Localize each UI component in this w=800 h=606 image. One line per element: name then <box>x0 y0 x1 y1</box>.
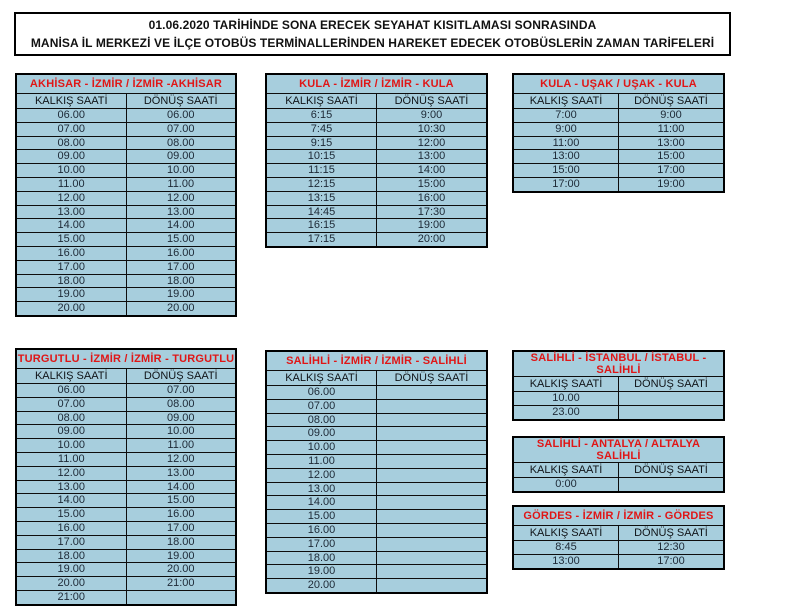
return-column-header: DÖNÜŞ SAATİ <box>619 463 725 478</box>
table-row <box>16 205 236 219</box>
return-time-cell <box>377 551 488 565</box>
return-time-cell: 15:00 <box>619 150 725 164</box>
table-row <box>266 523 487 537</box>
return-time-cell: 11.00 <box>126 177 236 191</box>
departure-time-cell: 10.00 <box>16 164 126 178</box>
timetable-turgutlu-izmir <box>15 348 237 606</box>
return-time-cell <box>619 392 725 406</box>
departure-time-cell: 08.00 <box>16 411 126 425</box>
departure-column-header: KALKIŞ SAATİ <box>266 371 377 386</box>
table-title: TURGUTLU - İZMİR / İZMİR - TURGUTLU <box>16 349 236 369</box>
departure-time-cell: 09.00 <box>16 150 126 164</box>
departure-time-cell: 16.00 <box>266 523 377 537</box>
banner-line-1: 01.06.2020 TARİHİNDE SONA ERECEK SEYAHAT KISITLAMASI SONRASINDA <box>148 18 597 32</box>
return-time-cell: 16:00 <box>377 191 488 205</box>
table-row <box>513 177 724 191</box>
table-row <box>266 177 487 191</box>
return-time-cell: 11:00 <box>619 122 725 136</box>
departure-time-cell: 09.00 <box>16 425 126 439</box>
table-row <box>266 468 487 482</box>
departure-time-cell: 16.00 <box>16 521 126 535</box>
table-row <box>16 191 236 205</box>
departure-time-cell: 14.00 <box>16 494 126 508</box>
return-time-cell: 20.00 <box>126 563 236 577</box>
return-column-header: DÖNÜŞ SAATİ <box>619 377 725 392</box>
table-row <box>266 122 487 136</box>
return-time-cell: 12.00 <box>126 191 236 205</box>
return-time-cell: 13.00 <box>126 205 236 219</box>
return-time-cell: 19.00 <box>126 288 236 302</box>
table-row <box>513 405 724 419</box>
return-time-cell: 07.00 <box>126 384 236 398</box>
timetable-kula-izmir <box>265 73 488 248</box>
table-row <box>16 384 236 398</box>
return-time-cell: 14.00 <box>126 480 236 494</box>
departure-column-header: KALKIŞ SAATİ <box>513 94 619 109</box>
table-row <box>16 439 236 453</box>
departure-time-cell: 20.00 <box>16 302 126 316</box>
departure-time-cell: 14.00 <box>16 219 126 233</box>
table-row <box>266 233 487 247</box>
departure-time-cell: 06.00 <box>16 109 126 123</box>
departure-time-cell: 13:00 <box>513 554 619 568</box>
table-row <box>266 399 487 413</box>
table-row <box>16 425 236 439</box>
table-row <box>266 482 487 496</box>
table-row <box>16 563 236 577</box>
return-time-cell: 18.00 <box>126 274 236 288</box>
table-row <box>266 537 487 551</box>
return-time-cell: 06.00 <box>126 109 236 123</box>
return-time-cell: 17:30 <box>377 205 488 219</box>
return-time-cell: 9:00 <box>619 109 725 123</box>
table-row <box>266 150 487 164</box>
table-title: KULA - İZMİR / İZMİR - KULA <box>266 74 487 94</box>
return-time-cell: 12:30 <box>619 541 725 555</box>
table-row <box>513 109 724 123</box>
table-row <box>16 508 236 522</box>
departure-time-cell: 13.00 <box>16 205 126 219</box>
departure-time-cell: 9:15 <box>266 136 377 150</box>
table-row <box>266 427 487 441</box>
return-time-cell <box>377 565 488 579</box>
departure-time-cell: 10:15 <box>266 150 377 164</box>
departure-column-header: KALKIŞ SAATİ <box>16 369 126 384</box>
return-time-cell: 12.00 <box>126 452 236 466</box>
table-row <box>16 521 236 535</box>
departure-time-cell: 9:00 <box>513 122 619 136</box>
table-title: GÖRDES - İZMİR / İZMİR - GÖRDES <box>513 506 724 526</box>
table-row <box>513 392 724 406</box>
return-time-cell <box>377 441 488 455</box>
return-time-cell: 17:00 <box>619 554 725 568</box>
return-time-cell <box>377 510 488 524</box>
return-time-cell: 19:00 <box>377 219 488 233</box>
departure-column-header: KALKIŞ SAATİ <box>513 377 619 392</box>
return-time-cell: 13.00 <box>126 466 236 480</box>
return-time-cell: 10:30 <box>377 122 488 136</box>
departure-time-cell: 09.00 <box>266 427 377 441</box>
timetable-akhisar-izmir <box>15 73 237 317</box>
table-row <box>266 565 487 579</box>
departure-time-cell: 20.00 <box>16 577 126 591</box>
table-row <box>16 535 236 549</box>
departure-column-header: KALKIŞ SAATİ <box>266 94 377 109</box>
departure-time-cell: 18.00 <box>16 549 126 563</box>
return-time-cell: 10.00 <box>126 164 236 178</box>
table-row <box>266 386 487 400</box>
table-row <box>266 454 487 468</box>
departure-time-cell: 10.00 <box>16 439 126 453</box>
table-title: SALİHLİ - İZMİR / İZMİR - SALİHLİ <box>266 351 487 371</box>
departure-time-cell: 13.00 <box>266 482 377 496</box>
table-row <box>16 397 236 411</box>
departure-time-cell: 11.00 <box>266 454 377 468</box>
departure-time-cell: 17:15 <box>266 233 377 247</box>
return-time-cell <box>377 468 488 482</box>
timetable-salihli-antalya <box>512 436 725 493</box>
departure-time-cell: 15.00 <box>16 233 126 247</box>
departure-time-cell: 08.00 <box>16 136 126 150</box>
table-row <box>16 302 236 316</box>
timetable-salihli-istanbul <box>512 350 725 421</box>
return-time-cell: 17.00 <box>126 521 236 535</box>
departure-time-cell: 13.00 <box>16 480 126 494</box>
departure-time-cell: 06.00 <box>16 384 126 398</box>
return-time-cell: 19:00 <box>619 177 725 191</box>
table-row <box>513 164 724 178</box>
table-row <box>16 466 236 480</box>
return-time-cell <box>377 399 488 413</box>
departure-time-cell: 17:00 <box>513 177 619 191</box>
departure-time-cell: 14.00 <box>266 496 377 510</box>
table-row <box>266 164 487 178</box>
departure-time-cell: 14:45 <box>266 205 377 219</box>
return-time-cell: 14.00 <box>126 219 236 233</box>
table-row <box>16 480 236 494</box>
departure-time-cell: 18.00 <box>266 551 377 565</box>
return-time-cell: 9:00 <box>377 109 488 123</box>
table-row <box>16 452 236 466</box>
return-time-cell: 15:00 <box>377 177 488 191</box>
departure-time-cell: 15.00 <box>16 508 126 522</box>
return-time-cell: 12:00 <box>377 136 488 150</box>
return-time-cell <box>377 386 488 400</box>
return-time-cell: 20.00 <box>126 302 236 316</box>
departure-time-cell: 08.00 <box>266 413 377 427</box>
departure-time-cell: 13:00 <box>513 150 619 164</box>
table-row <box>16 577 236 591</box>
table-row <box>16 288 236 302</box>
table-row <box>16 494 236 508</box>
table-row <box>16 246 236 260</box>
departure-time-cell: 7:45 <box>266 122 377 136</box>
departure-time-cell: 10.00 <box>266 441 377 455</box>
table-row <box>266 551 487 565</box>
departure-time-cell: 07.00 <box>266 399 377 413</box>
departure-time-cell: 7:00 <box>513 109 619 123</box>
table-row <box>266 109 487 123</box>
departure-time-cell: 11:00 <box>513 136 619 150</box>
table-row <box>16 150 236 164</box>
return-time-cell: 11.00 <box>126 439 236 453</box>
departure-time-cell: 12.00 <box>266 468 377 482</box>
departure-time-cell: 23.00 <box>513 405 619 419</box>
return-time-cell: 09.00 <box>126 150 236 164</box>
return-time-cell: 14:00 <box>377 164 488 178</box>
return-time-cell: 07.00 <box>126 122 236 136</box>
table-row <box>513 150 724 164</box>
table-row <box>266 205 487 219</box>
departure-column-header: KALKIŞ SAATİ <box>16 94 126 109</box>
return-column-header: DÖNÜŞ SAATİ <box>619 526 725 541</box>
departure-time-cell: 15.00 <box>266 510 377 524</box>
return-time-cell: 17:00 <box>619 164 725 178</box>
return-time-cell: 18.00 <box>126 535 236 549</box>
return-time-cell: 19.00 <box>126 549 236 563</box>
table-row <box>266 136 487 150</box>
departure-column-header: KALKIŞ SAATİ <box>513 526 619 541</box>
table-row <box>513 554 724 568</box>
table-row <box>266 579 487 593</box>
timetable-salihli-izmir <box>265 350 488 594</box>
departure-time-cell: 16:15 <box>266 219 377 233</box>
table-row <box>266 219 487 233</box>
table-row <box>16 549 236 563</box>
timetable-kula-usak <box>512 73 725 193</box>
table-title: KULA - UŞAK / UŞAK - KULA <box>513 74 724 94</box>
departure-time-cell: 07.00 <box>16 397 126 411</box>
departure-time-cell: 8:45 <box>513 541 619 555</box>
table-row <box>266 510 487 524</box>
departure-time-cell: 06.00 <box>266 386 377 400</box>
table-row <box>16 122 236 136</box>
departure-time-cell: 12:15 <box>266 177 377 191</box>
table-row <box>16 411 236 425</box>
return-time-cell: 16.00 <box>126 246 236 260</box>
departure-column-header: KALKIŞ SAATİ <box>513 463 619 478</box>
return-time-cell: 15.00 <box>126 233 236 247</box>
table-row <box>16 260 236 274</box>
departure-time-cell: 11.00 <box>16 452 126 466</box>
table-row <box>16 274 236 288</box>
table-title: SALİHLİ - ANTALYA / ALTALYA SALİHLİ <box>513 437 724 463</box>
timetable-gordes-izmir <box>512 505 725 570</box>
return-time-cell: 13:00 <box>619 136 725 150</box>
table-row <box>266 496 487 510</box>
departure-time-cell: 11:15 <box>266 164 377 178</box>
departure-time-cell: 15:00 <box>513 164 619 178</box>
table-row <box>16 136 236 150</box>
departure-time-cell: 10.00 <box>513 392 619 406</box>
return-time-cell: 15.00 <box>126 494 236 508</box>
departure-time-cell: 07.00 <box>16 122 126 136</box>
return-time-cell <box>619 478 725 492</box>
table-row <box>513 541 724 555</box>
return-time-cell: 17.00 <box>126 260 236 274</box>
departure-time-cell: 17.00 <box>16 535 126 549</box>
return-time-cell <box>377 427 488 441</box>
table-row <box>513 478 724 492</box>
table-row <box>266 441 487 455</box>
departure-time-cell: 18.00 <box>16 274 126 288</box>
banner-line-2: MANİSA İL MERKEZİ VE İLÇE OTOBÜS TERMİNALLERİNDEN HAREKET EDECEK OTOBÜSLERİN ZAMAN TARİFELERİ <box>30 36 715 50</box>
return-time-cell: 21:00 <box>126 577 236 591</box>
return-column-header: DÖNÜŞ SAATİ <box>126 94 236 109</box>
table-row <box>513 122 724 136</box>
departure-time-cell: 12.00 <box>16 191 126 205</box>
departure-time-cell: 19.00 <box>266 565 377 579</box>
table-row <box>16 219 236 233</box>
document-title-banner <box>14 12 731 56</box>
table-row <box>16 177 236 191</box>
return-time-cell <box>377 579 488 593</box>
table-row <box>266 413 487 427</box>
departure-time-cell: 11.00 <box>16 177 126 191</box>
departure-time-cell: 13:15 <box>266 191 377 205</box>
return-time-cell <box>377 496 488 510</box>
return-time-cell <box>377 482 488 496</box>
return-time-cell: 16.00 <box>126 508 236 522</box>
return-time-cell: 10.00 <box>126 425 236 439</box>
departure-time-cell: 21:00 <box>16 590 126 604</box>
return-time-cell <box>377 413 488 427</box>
table-row <box>513 136 724 150</box>
return-time-cell <box>377 523 488 537</box>
departure-time-cell: 17.00 <box>16 260 126 274</box>
departure-time-cell: 17.00 <box>266 537 377 551</box>
return-time-cell: 08.00 <box>126 397 236 411</box>
table-row <box>266 191 487 205</box>
table-row <box>16 590 236 604</box>
return-time-cell <box>377 537 488 551</box>
return-time-cell: 08.00 <box>126 136 236 150</box>
return-time-cell <box>619 405 725 419</box>
return-time-cell: 13:00 <box>377 150 488 164</box>
return-time-cell: 20:00 <box>377 233 488 247</box>
return-column-header: DÖNÜŞ SAATİ <box>126 369 236 384</box>
return-time-cell <box>377 454 488 468</box>
departure-time-cell: 0:00 <box>513 478 619 492</box>
departure-time-cell: 19.00 <box>16 288 126 302</box>
return-column-header: DÖNÜŞ SAATİ <box>377 94 488 109</box>
departure-time-cell: 6:15 <box>266 109 377 123</box>
return-column-header: DÖNÜŞ SAATİ <box>377 371 488 386</box>
departure-time-cell: 20.00 <box>266 579 377 593</box>
departure-time-cell: 12.00 <box>16 466 126 480</box>
departure-time-cell: 16.00 <box>16 246 126 260</box>
table-row <box>16 164 236 178</box>
return-column-header: DÖNÜŞ SAATİ <box>619 94 725 109</box>
table-row <box>16 233 236 247</box>
table-title: AKHİSAR - İZMİR / İZMİR -AKHİSAR <box>16 74 236 94</box>
table-row <box>16 109 236 123</box>
table-title: SALİHLİ - İSTANBUL / İSTABUL - SALİHLİ <box>513 351 724 377</box>
return-time-cell: 09.00 <box>126 411 236 425</box>
departure-time-cell: 19.00 <box>16 563 126 577</box>
return-time-cell <box>126 590 236 604</box>
